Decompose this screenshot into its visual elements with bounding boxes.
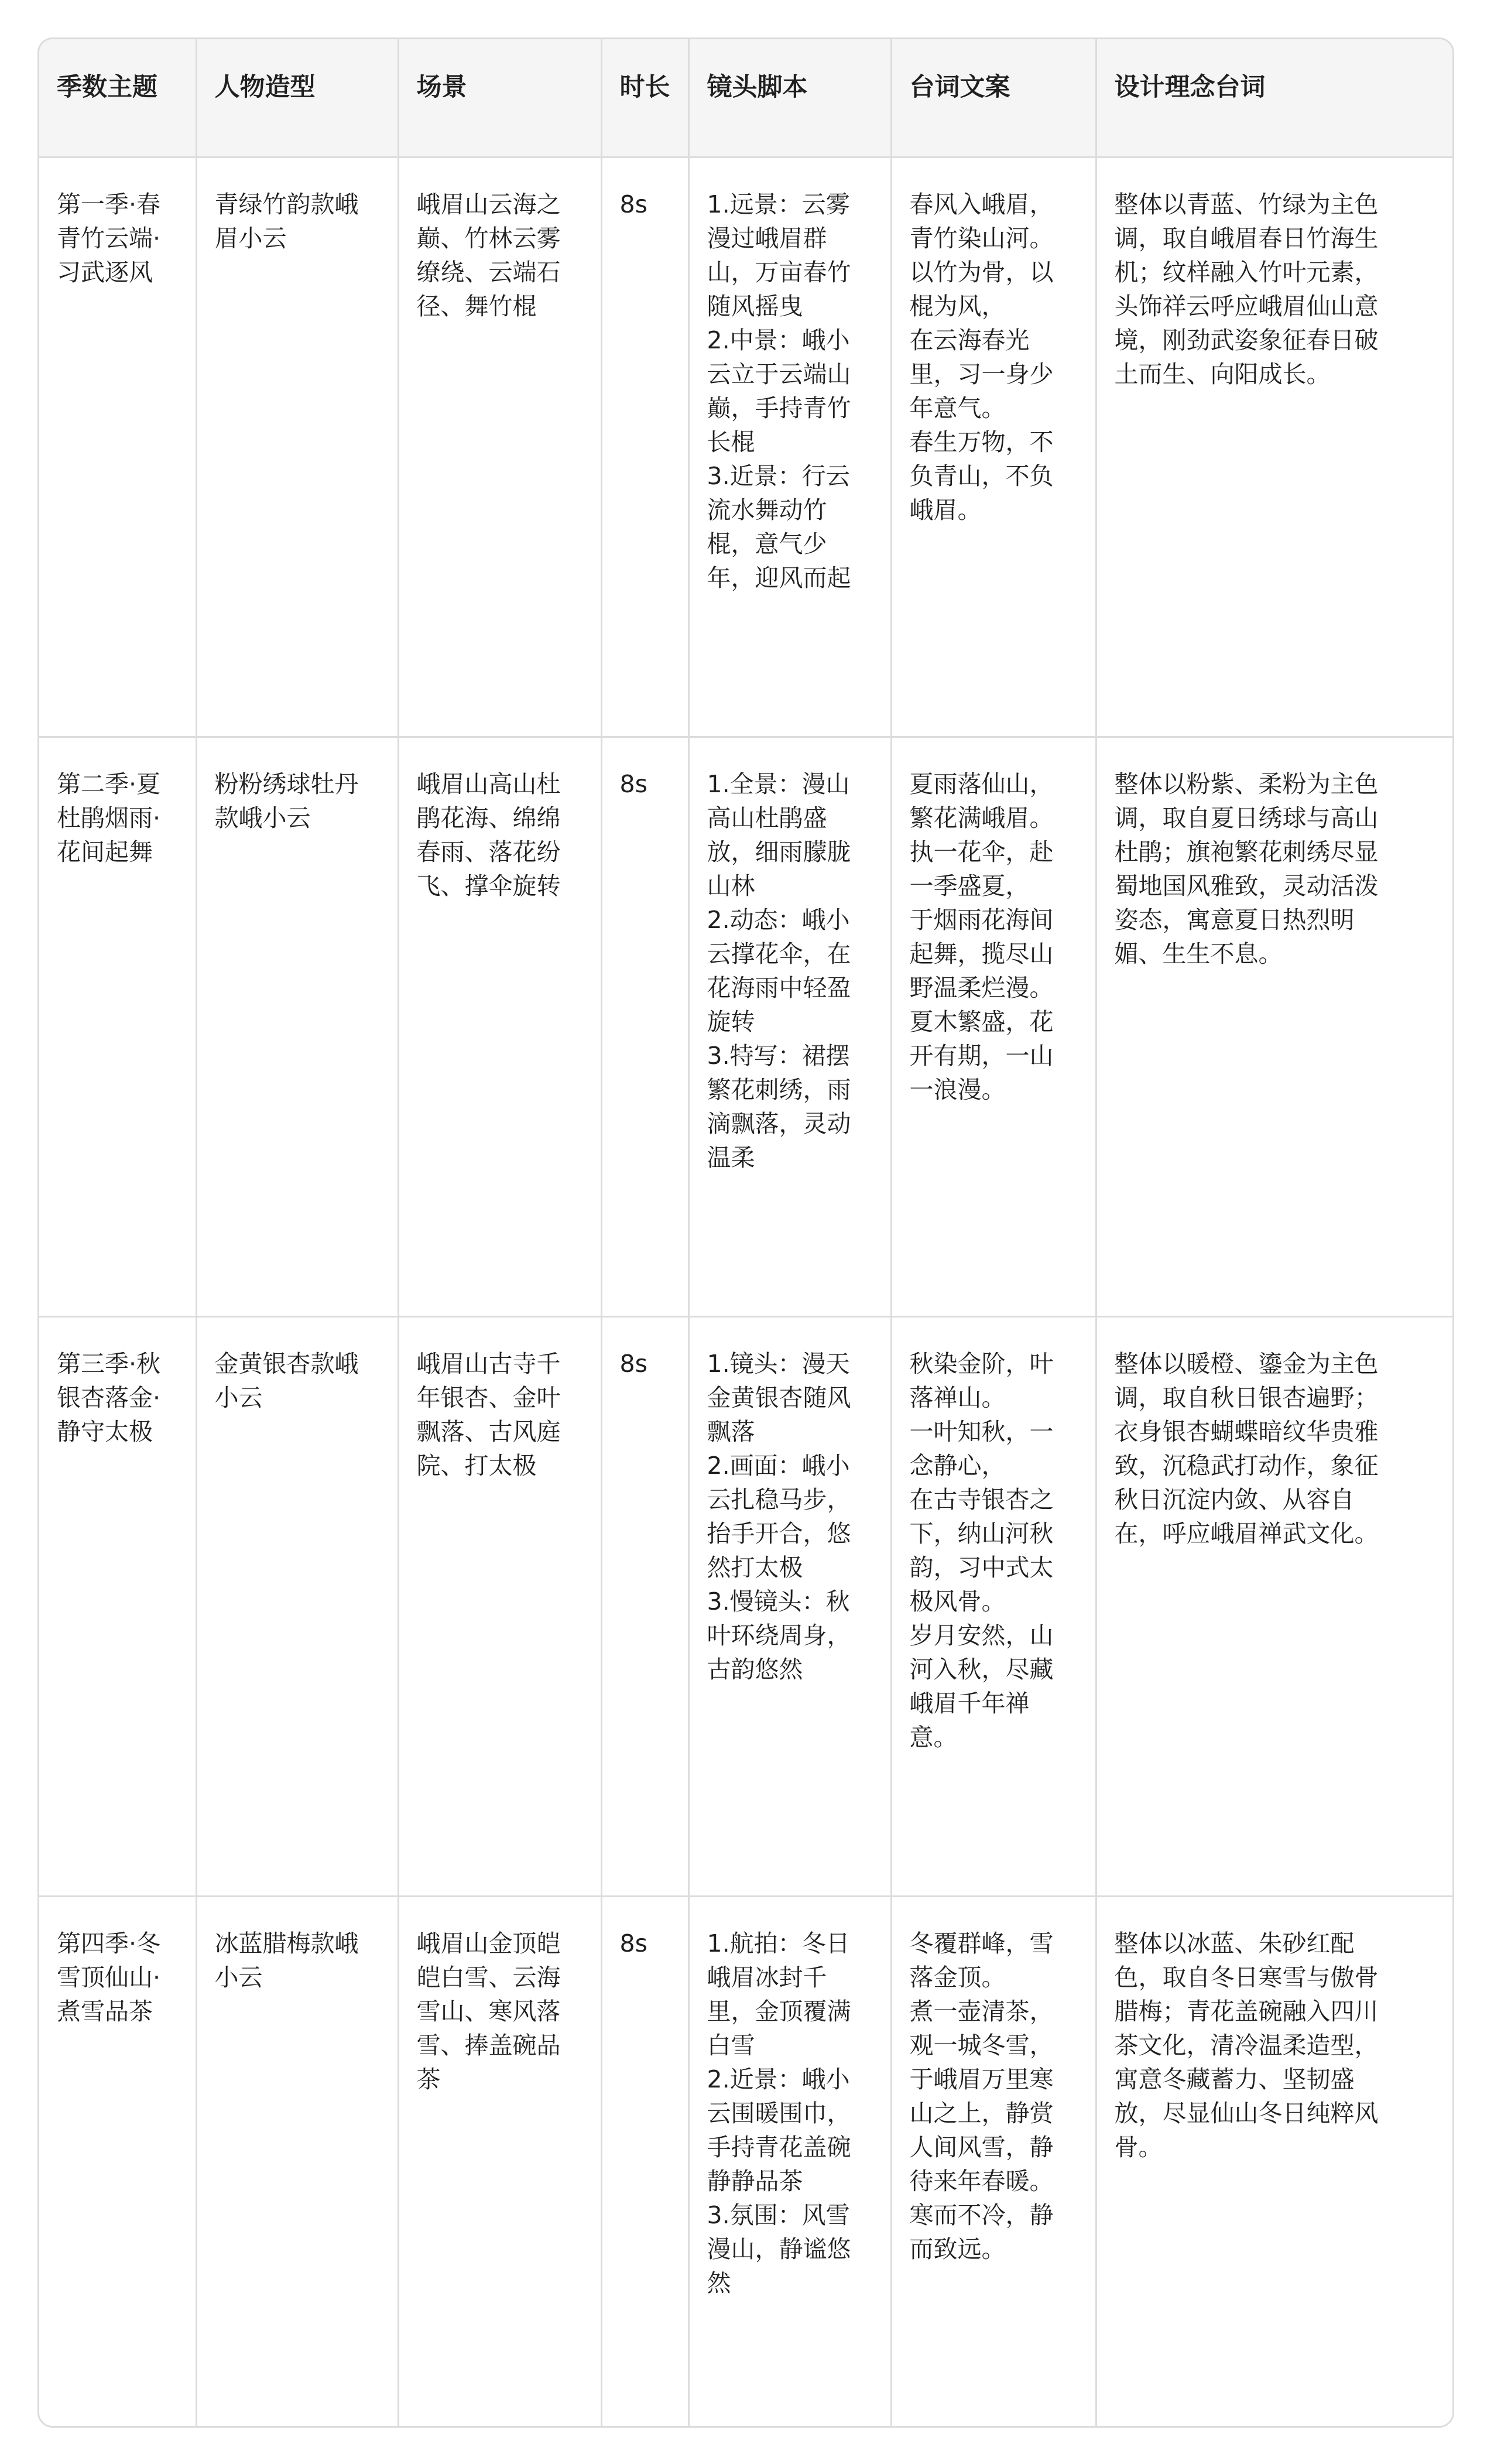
table-row [39, 1896, 1454, 2428]
cell-shot-script: 1.远景：云雾 漫过峨眉群 山，万亩春竹 随风摇曳 2.中景：峨小 云立于云端山 巅，手持青竹 长棍 3.近景：行云 流水舞动竹 棍，意气少 年，迎风而起 [688, 157, 891, 737]
cell-duration: 8s [601, 737, 688, 1316]
cell-duration: 8s [601, 1316, 688, 1896]
season-design-table [37, 37, 1454, 2428]
cell-dialogue: 夏雨落仙山， 繁花满峨眉。 执一花伞，赴 一季盛夏， 于烟雨花海间 起舞，揽尽山 野温柔烂漫。 夏木繁盛，花 开有期，一山 一浪漫。 [891, 737, 1096, 1316]
header-character-design: 人物造型 [196, 39, 398, 157]
table-row [39, 737, 1454, 1316]
cell-character-design: 青绿竹韵款峨 眉小云 [196, 157, 398, 737]
cell-duration: 8s [601, 157, 688, 737]
cell-shot-script: 1.航拍：冬日 峨眉冰封千 里，金顶覆满 白雪 2.近景：峨小 云围暖围巾， 手持青花盖碗 静静品茶 3.氛围：风雪 漫山，静谧悠 然 [688, 1896, 891, 2428]
cell-dialogue: 秋染金阶，叶 落禅山。 一叶知秋，一 念静心， 在古寺银杏之 下，纳山河秋 韵，习中式太 极风骨。 岁月安然，山 河入秋，尽藏 峨眉千年禅 意。 [891, 1316, 1096, 1896]
table [39, 39, 1454, 2428]
header-design-concept: 设计理念台词 [1096, 39, 1454, 157]
cell-design-concept: 整体以粉紫、柔粉为主色 调，取自夏日绣球与高山 杜鹃；旗袍繁花刺绣尽显 蜀地国风雅致，灵动活泼 姿态，寓意夏日热烈明 媚、生生不息。 [1096, 737, 1454, 1316]
cell-season-theme: 第一季·春 青竹云端· 习武逐风 [39, 157, 196, 737]
header-shot-script: 镜头脚本 [688, 39, 891, 157]
cell-scene: 峨眉山云海之 巅、竹林云雾 缭绕、云端石 径、舞竹棍 [398, 157, 601, 737]
cell-design-concept: 整体以暖橙、鎏金为主色 调，取自秋日银杏遍野； 衣身银杏蝴蝶暗纹华贵雅 致，沉稳武打动作，象征 秋日沉淀内敛、从容自 在，呼应峨眉禅武文化。 [1096, 1316, 1454, 1896]
cell-dialogue: 冬覆群峰，雪 落金顶。 煮一壶清茶， 观一城冬雪， 于峨眉万里寒 山之上，静赏 人间风雪，静 待来年春暖。 寒而不冷，静 而致远。 [891, 1896, 1096, 2428]
header-duration: 时长 [601, 39, 688, 157]
cell-scene: 峨眉山金顶皑 皑白雪、云海 雪山、寒风落 雪、捧盖碗品 茶 [398, 1896, 601, 2428]
cell-dialogue: 春风入峨眉， 青竹染山河。 以竹为骨，以 棍为风， 在云海春光 里，习一身少 年意气。 春生万物，不 负青山，不负 峨眉。 [891, 157, 1096, 737]
cell-scene: 峨眉山高山杜 鹃花海、绵绵 春雨、落花纷 飞、撑伞旋转 [398, 737, 601, 1316]
table-row [39, 1316, 1454, 1896]
cell-season-theme: 第二季·夏 杜鹃烟雨· 花间起舞 [39, 737, 196, 1316]
cell-season-theme: 第四季·冬 雪顶仙山· 煮雪品茶 [39, 1896, 196, 2428]
cell-character-design: 金黄银杏款峨 小云 [196, 1316, 398, 1896]
cell-shot-script: 1.镜头：漫天 金黄银杏随风 飘落 2.画面：峨小 云扎稳马步， 抬手开合，悠 然打太极 3.慢镜头：秋 叶环绕周身， 古韵悠然 [688, 1316, 891, 1896]
header-scene: 场景 [398, 39, 601, 157]
cell-character-design: 冰蓝腊梅款峨 小云 [196, 1896, 398, 2428]
cell-season-theme: 第三季·秋 银杏落金· 静守太极 [39, 1316, 196, 1896]
cell-duration: 8s [601, 1896, 688, 2428]
cell-design-concept: 整体以冰蓝、朱砂红配 色，取自冬日寒雪与傲骨 腊梅；青花盖碗融入四川 茶文化，清冷温柔造型， 寓意冬藏蓄力、坚韧盛 放，尽显仙山冬日纯粹风 骨。 [1114, 1929, 1379, 2161]
cell-design-concept: 整体以青蓝、竹绿为主色 调，取自峨眉春日竹海生 机；纹样融入竹叶元素， 头饰祥云呼应峨眉仙山意 境，刚劲武姿象征春日破 土而生、向阳成长。 [1096, 157, 1454, 737]
header-dialogue: 台词文案 [891, 39, 1096, 157]
header-season-theme: 季数主题 [39, 39, 196, 157]
cell-character-design: 粉粉绣球牡丹 款峨小云 [196, 737, 398, 1316]
cell-scene: 峨眉山古寺千 年银杏、金叶 飘落、古风庭 院、打太极 [398, 1316, 601, 1896]
table-header-row [39, 39, 1454, 157]
table-row [39, 157, 1454, 737]
cell-shot-script: 1.全景：漫山 高山杜鹃盛 放，细雨朦胧 山林 2.动态：峨小 云撑花伞，在 花海雨中轻盈 旋转 3.特写：裙摆 繁花刺绣，雨 滴飘落，灵动 温柔 [688, 737, 891, 1316]
